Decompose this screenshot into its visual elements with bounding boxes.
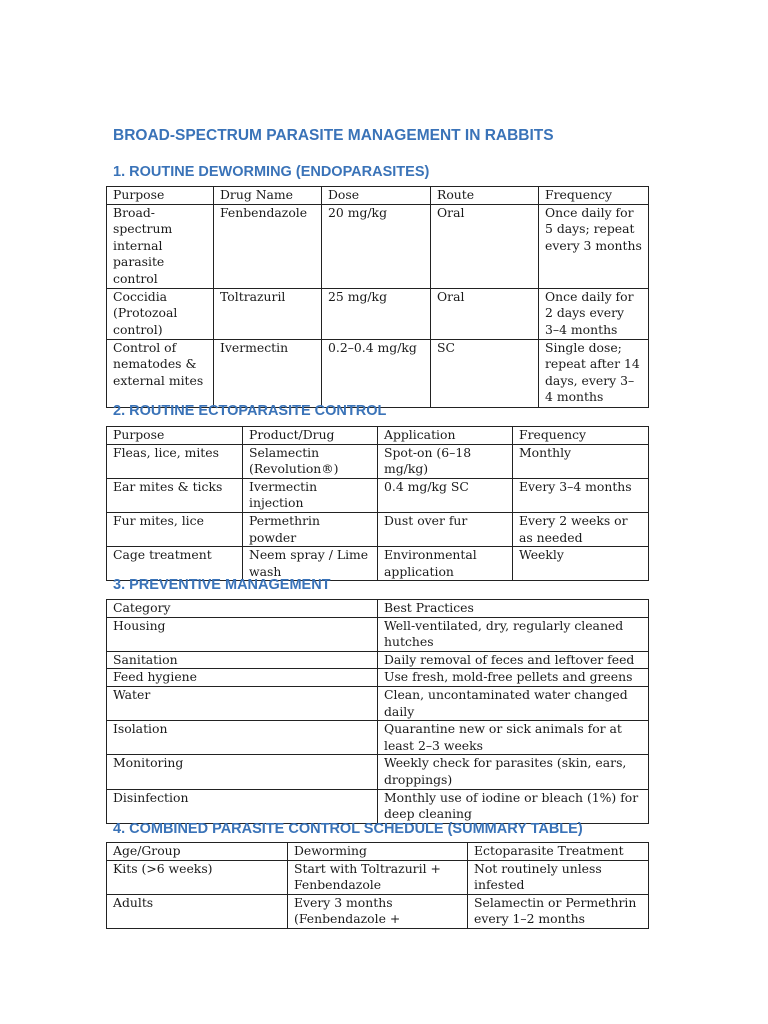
table-cell: Fleas, lice, mites (107, 444, 243, 478)
table-row (107, 651, 649, 669)
column-header: Deworming (288, 843, 468, 861)
table-cell: Permethrin powder (243, 512, 378, 546)
table-row (107, 894, 649, 928)
table-cell: 25 mg/kg (322, 288, 431, 339)
table-cell: Selamectin (Revolution®) (243, 444, 378, 478)
table-cell: Water (107, 686, 378, 720)
table-cell: Use fresh, mold-free pellets and greens (378, 669, 649, 687)
table-cell: Start with Toltrazuril + Fenbendazole (288, 860, 468, 894)
table-row (107, 789, 649, 823)
table-cell: Monitoring (107, 755, 378, 789)
table-cell: Cage treatment (107, 547, 243, 581)
column-header: Purpose (107, 187, 214, 205)
table-cell: Disinfection (107, 789, 378, 823)
table-cell: Broad-spectrum internal parasite control (107, 204, 214, 288)
table-cell: Ivermectin injection (243, 478, 378, 512)
section-heading-preventive: 3. PREVENTIVE MANAGEMENT (113, 577, 331, 593)
table-cell: Quarantine new or sick animals for at least 2–3 weeks (378, 721, 649, 755)
table-cell: Environmental application (378, 547, 513, 581)
table-row (107, 288, 649, 339)
table-header-row (107, 427, 649, 445)
table-cell: Sanitation (107, 651, 378, 669)
table-row (107, 444, 649, 478)
table-cell: Every 2 weeks or as needed (513, 512, 649, 546)
table-cell: Weekly (513, 547, 649, 581)
table-row (107, 721, 649, 755)
section-heading-schedule: 4. COMBINED PARASITE CONTROL SCHEDULE (SUMMARY TABLE) (113, 821, 583, 837)
table-cell: Every 3 months (Fenbendazole + (288, 894, 468, 928)
table-cell: Isolation (107, 721, 378, 755)
table-cell: 20 mg/kg (322, 204, 431, 288)
table-header-row (107, 600, 649, 618)
column-header: Age/Group (107, 843, 288, 861)
column-header: Route (431, 187, 539, 205)
table-cell: Fur mites, lice (107, 512, 243, 546)
table-cell: 0.2–0.4 mg/kg (322, 339, 431, 407)
column-header: Drug Name (214, 187, 322, 205)
table-cell: Oral (431, 288, 539, 339)
table-cell: Clean, uncontaminated water changed daily (378, 686, 649, 720)
section-heading-deworming: 1. ROUTINE DEWORMING (ENDOPARASITES) (113, 164, 430, 180)
ectoparasite-table (106, 426, 649, 581)
table-cell: Ivermectin (214, 339, 322, 407)
table-row (107, 669, 649, 687)
table-cell: Ear mites & ticks (107, 478, 243, 512)
table-row (107, 860, 649, 894)
table-row (107, 512, 649, 546)
table-row (107, 204, 649, 288)
document-title: BROAD-SPECTRUM PARASITE MANAGEMENT IN RABBITS (113, 127, 554, 144)
table-row (107, 755, 649, 789)
column-header: Category (107, 600, 378, 618)
table-cell: Dust over fur (378, 512, 513, 546)
table-cell: Oral (431, 204, 539, 288)
table-cell: Housing (107, 617, 378, 651)
table-cell: Every 3–4 months (513, 478, 649, 512)
table-cell: Once daily for 2 days every 3–4 months (539, 288, 649, 339)
table-cell: Weekly check for parasites (skin, ears, droppings) (378, 755, 649, 789)
table-cell: Coccidia (Protozoal control) (107, 288, 214, 339)
table-row (107, 339, 649, 407)
table-cell: Adults (107, 894, 288, 928)
column-header: Ectoparasite Treatment (468, 843, 649, 861)
column-header: Frequency (513, 427, 649, 445)
column-header: Application (378, 427, 513, 445)
table-cell: Daily removal of feces and leftover feed (378, 651, 649, 669)
table-cell: Spot-on (6–18 mg/kg) (378, 444, 513, 478)
table-row (107, 547, 649, 581)
column-header: Purpose (107, 427, 243, 445)
section-heading-ectoparasite: 2. ROUTINE ECTOPARASITE CONTROL (113, 403, 387, 419)
table-cell: Selamectin or Permethrin every 1–2 months (468, 894, 649, 928)
table-cell: Well-ventilated, dry, regularly cleaned hutches (378, 617, 649, 651)
table-cell: Toltrazuril (214, 288, 322, 339)
table-header-row (107, 187, 649, 205)
column-header: Best Practices (378, 600, 649, 618)
table-cell: Control of nematodes & external mites (107, 339, 214, 407)
column-header: Product/Drug (243, 427, 378, 445)
preventive-table (106, 599, 649, 824)
column-header: Dose (322, 187, 431, 205)
table-cell: Monthly (513, 444, 649, 478)
table-row (107, 617, 649, 651)
table-cell: SC (431, 339, 539, 407)
table-cell: Not routinely unless infested (468, 860, 649, 894)
table-cell: Single dose; repeat after 14 days, every 3–4 months (539, 339, 649, 407)
table-cell: Neem spray / Lime wash (243, 547, 378, 581)
table-row (107, 478, 649, 512)
schedule-table (106, 842, 649, 929)
table-header-row (107, 843, 649, 861)
table-cell: Once daily for 5 days; repeat every 3 months (539, 204, 649, 288)
table-cell: Feed hygiene (107, 669, 378, 687)
column-header: Frequency (539, 187, 649, 205)
table-row (107, 686, 649, 720)
deworming-table (106, 186, 649, 408)
table-cell: Monthly use of iodine or bleach (1%) for deep cleaning (378, 789, 649, 823)
table-cell: Fenbendazole (214, 204, 322, 288)
table-cell: 0.4 mg/kg SC (378, 478, 513, 512)
table-cell: Kits (>6 weeks) (107, 860, 288, 894)
